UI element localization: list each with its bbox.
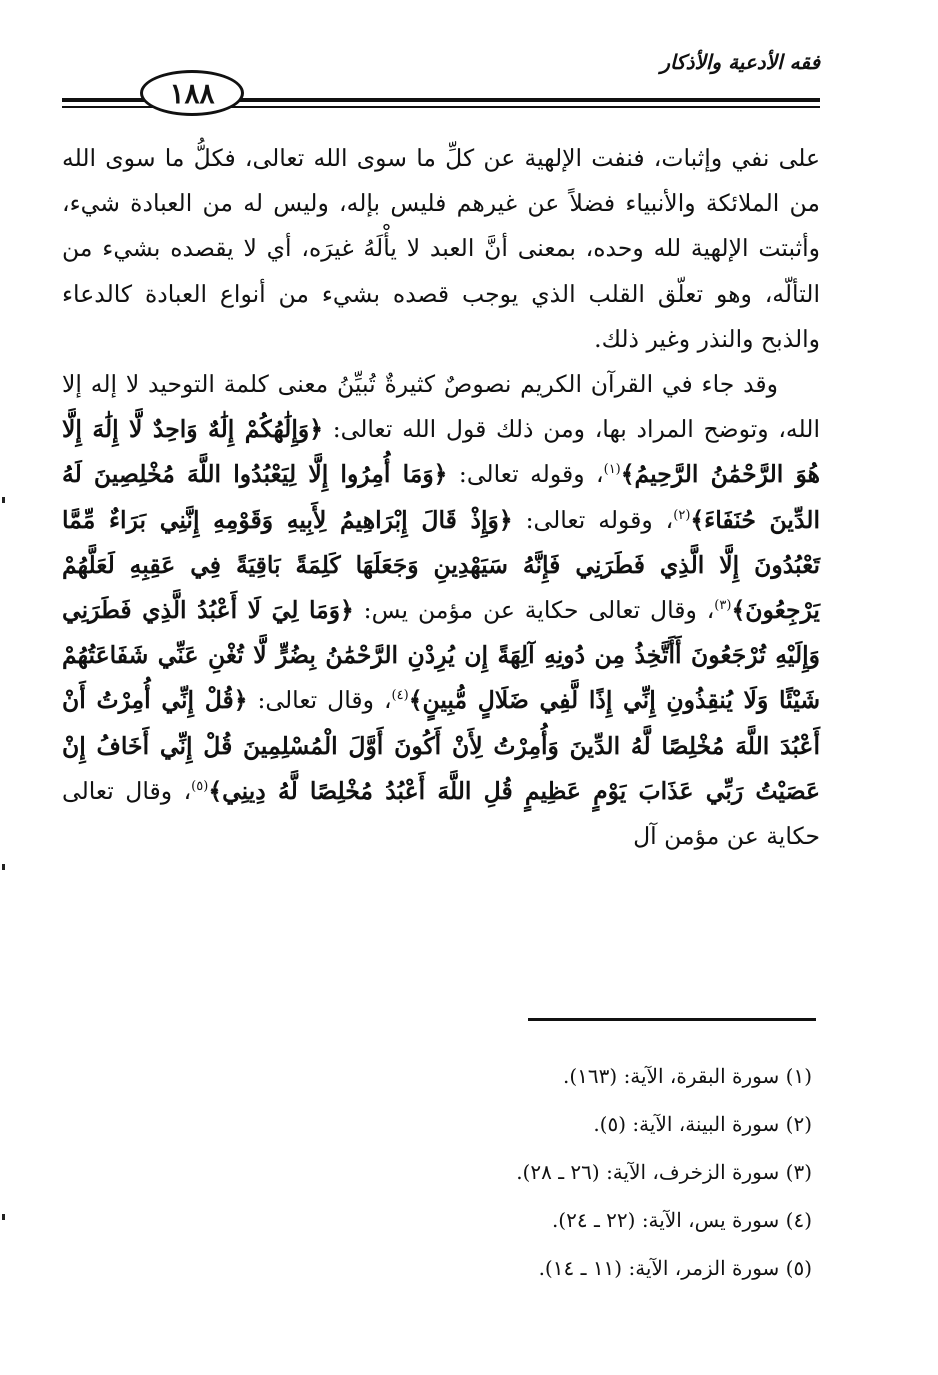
footnote-3: (٣) سورة الزخرف، الآية: (٢٦ ـ ٢٨). [516,1160,812,1184]
quran-verse-1: ﴿وَإِلَٰهُكُمْ إِلَٰهٌ وَاحِدٌ لَّا إِلَٰهَ إِلَّا هُوَ الرَّحْمَٰنُ الرَّحِيمُ﴾ [62,415,820,489]
quran-verse-2: ﴿وَمَا أُمِرُوا إِلَّا لِيَعْبُدُوا اللَّهَ مُخْلِصِينَ لَهُ الدِّينَ حُنَفَاءَ﴾ [62,460,820,534]
footnote-ref-3: (٣) [714,598,732,614]
scan-mark [2,864,5,870]
paragraph-2 [62,362,820,859]
text-segment: ، وقال تعالى حكاية عن مؤمن آل [62,776,820,851]
page-number: ١٨٨ [140,70,244,116]
scan-mark [2,497,5,503]
scan-mark [2,1214,5,1220]
footnote-2: (٢) سورة البينة، الآية: (٥). [593,1112,812,1136]
quran-verse-5: ﴿قُلْ إِنِّي أُمِرْتُ أَنْ أَعْبُدَ اللَّهَ مُخْلِصًا لَّهُ الدِّينَ وَأُمِرْتُ لِأَنْ أَكُونَ أَوَّلَ الْمُسْلِمِينَ قُلْ إِنِّي أَخَافُ إِنْ عَصَيْتُ رَبِّي عَذَابَ يَوْمٍ عَظِيمٍ قُلِ اللَّهَ أَعْبُدُ مُخْلِصًا لَّهُ دِينِي﴾ [62,686,820,805]
running-title: فقه الأدعية والأذكار [660,50,820,74]
main-text [62,136,820,859]
text-segment: ، وقال تعالى حكاية عن مؤمن يس: [353,596,715,625]
paragraph-1: على نفي وإثبات، فنفت الإلهية عن كلِّ ما سوى الله تعالى، فكلُّ ما سوى الله من الملائكة والأنبياء فضلاً عن غيرهم فليس بإله، وليس له من العبادة شيء، وأثبتت الإلهية لله وحده، بمعنى أنَّ العبد لا يأْلَهُ غيرَه، أي لا يقصده بشيء من التألّه، وهو تعلّق القلب الذي يوجب قصده بشيء من أنواع العبادة كالدعاء والذبح والنذر وغير ذلك. [62,144,820,353]
quran-verse-3: ﴿وَإِذْ قَالَ إِبْرَاهِيمُ لِأَبِيهِ وَقَوْمِهِ إِنَّنِي بَرَاءٌ مِّمَّا تَعْبُدُونَ إِلَّا الَّذِي فَطَرَنِي فَإِنَّهُ سَيَهْدِينِ وَجَعَلَهَا كَلِمَةً بَاقِيَةً فِي عَقِبِهِ لَعَلَّهُمْ يَرْجِعُونَ﴾ [62,505,821,625]
footnote-ref-2: (٢) [673,507,691,523]
footnote-5: (٥) سورة الزمر، الآية: (١١ ـ ١٤). [538,1256,812,1280]
text-segment: ، وقال تعالى: [247,686,392,715]
footnote-ref-4: (٤) [391,688,409,704]
quran-verse-4: ﴿وَمَا لِيَ لَا أَعْبُدُ الَّذِي فَطَرَنِي وَإِلَيْهِ تُرْجَعُونَ أَأَتَّخِذُ مِن دُونِهِ آلِهَةً إِن يُرِدْنِ الرَّحْمَٰنُ بِضُرٍّ لَّا تُغْنِ عَنِّي شَفَاعَتُهُمْ شَيْئًا وَلَا يُنقِذُونِ إِنِّي إِذًا لَّفِي ضَلَالٍ مُّبِينٍ﴾ [62,596,821,715]
footnotes [62,1052,812,1292]
text-segment: ، وقوله تعالى: [447,460,604,489]
footnote-ref-1: (١) [603,462,621,478]
footnote-separator [528,1018,816,1021]
footnote-ref-5: (٥) [191,779,209,795]
text-segment: ، وقوله تعالى: [512,505,674,534]
footnote-1: (١) سورة البقرة، الآية: (١٦٣). [563,1064,812,1088]
text-segment: وقد جاء في القرآن الكريم نصوصٌ كثيرةٌ تُبيِّنُ معنى كلمة التوحيد لا إله إلا الله، وتوضح المراد بها، ومن ذلك قول الله تعالى: [62,370,820,444]
page-header [62,48,820,120]
footnote-4: (٤) سورة يس، الآية: (٢٢ ـ ٢٤). [551,1208,812,1232]
